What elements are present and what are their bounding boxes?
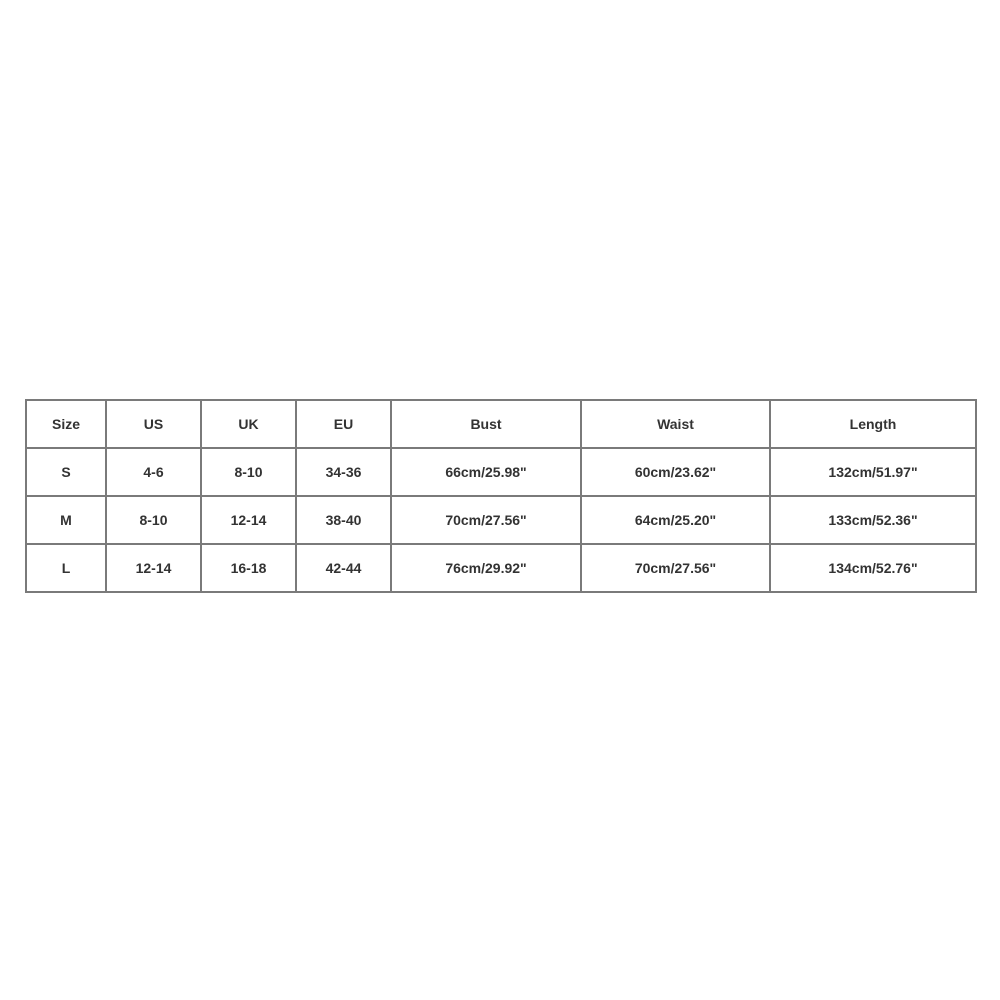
header-length: Length [770, 400, 976, 448]
cell-waist: 60cm/23.62" [581, 448, 770, 496]
cell-eu: 42-44 [296, 544, 391, 592]
cell-eu: 34-36 [296, 448, 391, 496]
cell-length: 132cm/51.97" [770, 448, 976, 496]
cell-us: 4-6 [106, 448, 201, 496]
cell-size: M [26, 496, 106, 544]
cell-length: 133cm/52.36" [770, 496, 976, 544]
header-us: US [106, 400, 201, 448]
cell-length: 134cm/52.76" [770, 544, 976, 592]
cell-waist: 64cm/25.20" [581, 496, 770, 544]
header-eu: EU [296, 400, 391, 448]
cell-uk: 16-18 [201, 544, 296, 592]
header-row [26, 400, 976, 448]
cell-us: 12-14 [106, 544, 201, 592]
cell-bust: 66cm/25.98" [391, 448, 581, 496]
header-waist: Waist [581, 400, 770, 448]
cell-eu: 38-40 [296, 496, 391, 544]
cell-bust: 76cm/29.92" [391, 544, 581, 592]
size-chart-table [25, 399, 977, 593]
cell-uk: 8-10 [201, 448, 296, 496]
cell-us: 8-10 [106, 496, 201, 544]
table-row [26, 496, 976, 544]
header-size: Size [26, 400, 106, 448]
cell-bust: 70cm/27.56" [391, 496, 581, 544]
table-row [26, 544, 976, 592]
cell-waist: 70cm/27.56" [581, 544, 770, 592]
table-row [26, 448, 976, 496]
header-bust: Bust [391, 400, 581, 448]
cell-size: L [26, 544, 106, 592]
header-uk: UK [201, 400, 296, 448]
cell-uk: 12-14 [201, 496, 296, 544]
cell-size: S [26, 448, 106, 496]
